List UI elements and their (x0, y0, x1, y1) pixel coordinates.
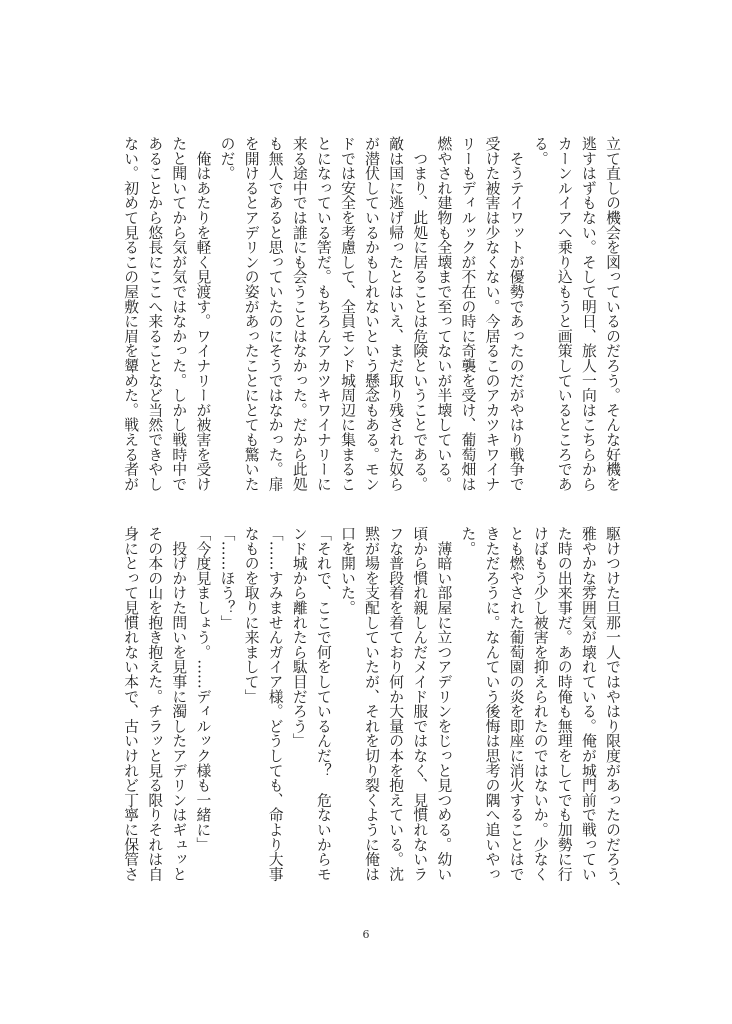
text-column: けばもう少し被害を抑えられたのではないか。少なく (531, 526, 549, 882)
text-column: 逃すはずもない。そして明日、旅人一向はこちらから (579, 136, 597, 492)
text-column: とになっている筈だ。もちろんアカツキワイナリーに (314, 136, 332, 492)
text-column: ンド城から離れたら駄目だろう」 (290, 526, 308, 748)
text-column: とも燃やされた葡萄園の炎を即座に消火することはで (507, 526, 525, 882)
text-column: た。 (459, 526, 477, 556)
text-column: 投げかけた問いを見事に濁したアデリンはギュッと (170, 526, 188, 882)
text-column: た時の出来事だ。あの時俺も無理をしてでも加勢に行 (555, 526, 573, 882)
text-column: 立て直しの機会を図っているのだろう。そんな好機を (604, 136, 621, 492)
text-column: ドでは安全を考慮して、全員モンド城周辺に集まるこ (338, 136, 356, 492)
text-column: 俺はあたりを軽く見渡す。ワイナリーが被害を受け (194, 136, 212, 492)
text-column: 敵は国に逃げ帰ったとはいえ、まだ取り残された奴ら (387, 136, 405, 492)
text-column: のだ。 (218, 136, 236, 181)
text-column: カーンルイアへ乗り込もうと画策しているところであ (555, 136, 573, 492)
text-block-top (118, 136, 624, 508)
text-column: 燃やされ建物も全壊まで至ってないが半壊している。 (435, 136, 453, 492)
text-column: たと聞いてから気が気ではなかった。しかし戦時中で (170, 136, 188, 492)
text-column: る。 (531, 136, 549, 166)
text-block-bottom (118, 526, 624, 898)
text-column: きただろうに。なんていう後悔は思考の隅へ追いやっ (483, 526, 501, 882)
text-column: 頃から慣れ親しんだメイド服ではなく、見慣れないラ (411, 526, 429, 882)
text-column: を開けるとアデリンの姿があったことにとても驚いた (242, 136, 260, 492)
text-column: ない。初めて見るこの屋敷に眉を顰めた。戦える者が (122, 136, 140, 492)
text-column: そうテイワットが優勢であったのだがやはり戦争で (507, 136, 525, 492)
text-column: 薄暗い部屋に立つアデリンをじっと見つめる。幼い (435, 526, 453, 882)
text-column: 駆けつけた旦那一人ではやはり限度があったのだろう、 (604, 526, 621, 896)
text-column: 受けた被害は少なくない。今居るこのアカツキワイナ (483, 136, 501, 492)
text-column: も無人であると思っていたのにそうではなかった。扉 (266, 136, 284, 492)
text-column: 雅やかな雰囲気が壊れている。俺が城門前で戦ってい (579, 526, 597, 882)
text-column: フな普段着を着ており何か大量の本を抱えている。沈 (387, 526, 405, 882)
text-column: リーもディルックが不在の時に奇襲を受け、葡萄畑は (459, 136, 477, 492)
text-column: が潜伏しているかもしれないという懸念もある。モン (363, 136, 381, 492)
text-column: 身にとって見慣れない本で、古いけれど丁寧に保管さ (122, 526, 140, 882)
text-column: 口を開いた。 (338, 526, 356, 615)
text-column: 「今度見ましょう。……ディルック様も一緒に」 (194, 526, 212, 852)
text-column: 黙が場を支配していたが、それを切り裂くように俺は (363, 526, 381, 882)
text-column: なものを取りに来まして」 (242, 526, 260, 704)
text-column: 「……ほう？」 (218, 526, 236, 630)
text-column: その本の山を抱き抱えた。チラッと見る限りそれは自 (146, 526, 164, 882)
page-number: 6 (362, 928, 370, 941)
text-column: 「それで、ここで何をしているんだ？ 危ないからモ (314, 526, 332, 882)
text-column: 来る途中では誰にも会うことはなかった。だから此処 (290, 136, 308, 492)
text-column: つまり、此処に居ることは危険ということである。 (411, 136, 429, 492)
text-column: 「……すみませんガイア様。どうしても、命より大事 (266, 526, 284, 882)
text-column: あることから悠長にここへ来ることなど当然できやし (146, 136, 164, 492)
